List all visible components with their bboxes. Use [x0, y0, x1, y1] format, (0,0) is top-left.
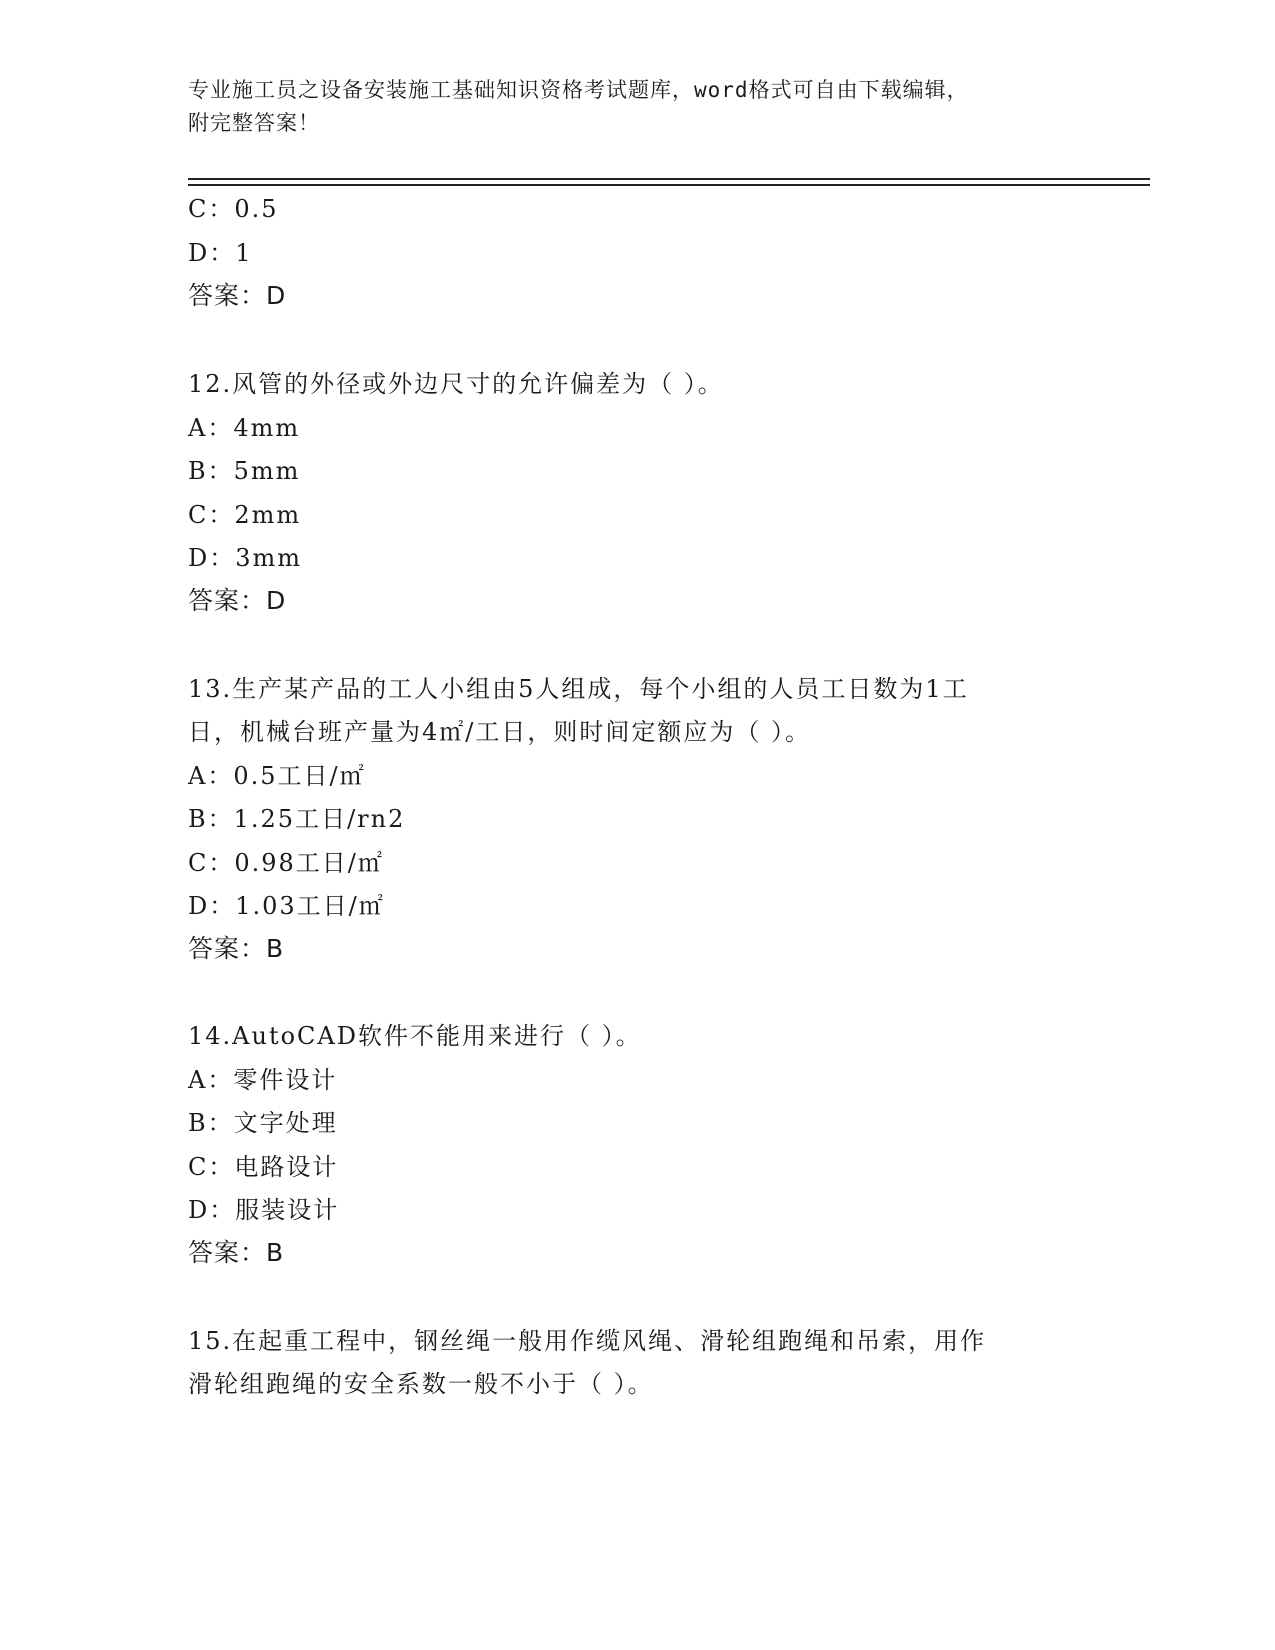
q11-option-c: C：0.5 [188, 195, 279, 223]
q13-answer: 答案：B [188, 934, 285, 963]
q14-option-c: C：电路设计 [188, 1153, 339, 1181]
q15-question-line-2: 滑轮组跑绳的安全系数一般不小于（ ）。 [188, 1370, 654, 1398]
q12-question: 12.风管的外径或外边尺寸的允许偏差为（ ）。 [188, 370, 724, 398]
q14-option-a: A：零件设计 [188, 1066, 338, 1094]
q12-option-d: D：3mm [188, 544, 303, 572]
q13-question-line-1: 13.生产某产品的工人小组由5人组成，每个小组的人员工日数为1工 [188, 675, 969, 703]
header-line-1: 专业施工员之设备安装施工基础知识资格考试题库，word格式可自由下载编辑， [188, 78, 969, 102]
q13-option-b: B：1.25工日/rn2 [188, 805, 406, 833]
q13-option-d: D：1.03工日/㎡ [188, 892, 385, 920]
q12-option-a: A：4mm [188, 414, 301, 442]
q15-question-line-1: 15.在起重工程中，钢丝绳一般用作缆风绳、滑轮组跑绳和吊索，用作 [188, 1327, 987, 1355]
q14-answer: 答案：B [188, 1238, 285, 1267]
q12-answer: 答案：D [188, 586, 287, 615]
q14-option-b: B：文字处理 [188, 1109, 338, 1137]
q12-option-b: B：5mm [188, 457, 301, 485]
q11-answer: 答案：D [188, 281, 287, 310]
q13-option-c: C：0.98工日/㎡ [188, 849, 384, 877]
q13-question-line-2: 日，机械台班产量为4㎡/工日，则时间定额应为（ ）。 [188, 718, 811, 746]
q12-option-c: C：2mm [188, 501, 302, 529]
header-divider-top [188, 178, 1150, 180]
q14-question: 14.AutoCAD软件不能用来进行（ ）。 [188, 1022, 642, 1050]
q13-option-a: A：0.5工日/㎡ [188, 762, 366, 790]
q11-option-d: D：1 [188, 239, 253, 267]
page-header [188, 74, 1088, 140]
header-line-2: 附完整答案！ [188, 111, 320, 135]
q14-option-d: D：服装设计 [188, 1196, 340, 1224]
header-divider-bottom [188, 184, 1150, 186]
